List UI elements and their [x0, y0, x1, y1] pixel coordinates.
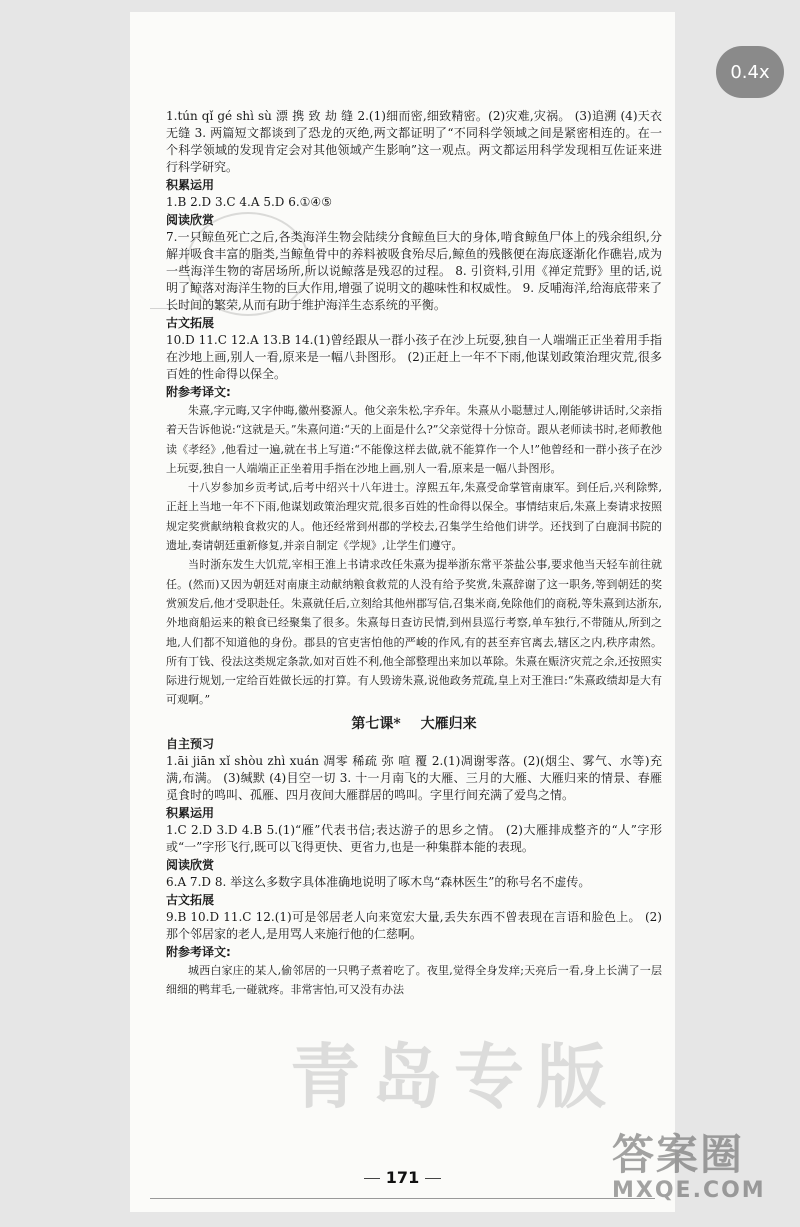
section-heading: 古文拓展: [166, 892, 215, 907]
zoom-indicator[interactable]: 0.4x: [716, 46, 784, 98]
answer-paragraph: 6.A 7.D 8. 举这么多数字具体准确地说明了啄木鸟“森林医生”的称号名不虚传。: [166, 874, 591, 889]
section-heading: 阅读欣赏: [166, 213, 215, 227]
answer-paragraph: 7.一只鲸鱼死亡之后,各类海洋生物会陆续分食鲸鱼巨大的身体,啃食鲸鱼尸体上的残余组织,分解并吸食丰富的脂类,当鲸鱼骨中的养料被吸食殆尽后,鲸鱼的残骸便在海底逐渐化作礁岩,成为一些海洋生物的寄居场所,所以说鲸落是残忍的过程。 8. 引资料,引用《禅定荒野》里的话,说明了鲸落对海洋生物的巨大作用,增强了说明文的趣味性和权威性。 9. 反哺海洋,给海底带来了长时间的繁荣,从而有助于维护海洋生态系统的平衡。: [166, 230, 662, 312]
page-content: [166, 108, 662, 999]
page-number: [130, 1168, 675, 1187]
lesson-number: 第七课*: [351, 715, 401, 732]
center-watermark: 青岛专版: [290, 1035, 618, 1118]
section-heading: 自主预习: [166, 736, 215, 751]
page-number-dash-left: [364, 1178, 380, 1179]
translation-paragraph: 城西白家庄的某人,偷邻居的一只鸭子煮着吃了。夜里,觉得全身发痒;天亮后一看,身上长满了一层细细的鸭茸毛,一碰就疼。非常害怕,可又没有办法: [166, 963, 662, 997]
answer-paragraph: 1.āi jiān xǐ shòu zhì xuán 凋零 稀疏 弥 喧 覆 2.(1)凋谢零落。(2)(烟尘、雾气、水等)充满,布满。 (3)缄默 (4)目空一切 3. 十一月南飞的大雁、三月的大雁、大雁归来的情景、春雁觅食时的鸣叫、孤雁、四月夜间大雁群居的鸣叫。字里行间充满了爱鸟之情。: [166, 753, 662, 802]
corner-watermark-line1: 答案圈: [612, 1130, 745, 1179]
answer-paragraph: 9.B 10.D 11.C 12.(1)可是邻居老人向来宽宏大量,丢失东西不曾表现在言语和脸色上。 (2)那个邻居家的老人,是用骂人来施行他的仁慈啊。: [166, 909, 662, 941]
document-page: [130, 12, 675, 1212]
corner-watermark-line2: MXQE.COM: [612, 1178, 766, 1203]
translation-paragraph: 朱熹,字元晦,又字仲晦,徽州婺源人。他父亲朱松,字乔年。朱熹从小聪慧过人,刚能够讲话时,父亲指着天告诉他说:“这就是天。”朱熹问道:“天的上面是什么?”父亲觉得十分惊奇。跟从老师读书时,老师教他读《孝经》,他看过一遍,就在书上写道:“不能像这样去做,就不能算作一个人!”他曾经和一群小孩子在沙上玩耍,独自一人端端正正坐着用手指在沙地上画,别人一看,原来是一幅八卦图形。: [166, 404, 662, 475]
answer-paragraph: 1.C 2.D 3.D 4.B 5.(1)“雁”代表书信;表达游子的思乡之情。 (2)大雁排成整齐的“人”字形或“一”字形飞行,既可以飞得更快、更省力,也是一种集群本能的表现。: [166, 822, 662, 854]
section-heading: 古文拓展: [166, 316, 215, 330]
section-heading: 阅读欣赏: [166, 857, 215, 872]
answer-paragraph: 1.tún qǐ gé shì sù 漂 携 致 劫 缝 2.(1)细而密,细致精密。(2)灾难,灾祸。 (3)追溯 (4)天衣无缝 3. 两篇短文都谈到了恐龙的灭绝,两文都证明了“不同科学领域之间是紧密相连的。在一个科学领域的发现肯定会对其他领域产生影响”这一观点。两文都运用科学发现相互佐证来进行科学研究。: [166, 109, 662, 174]
corner-watermark: [612, 1132, 792, 1222]
section-heading: 积累运用: [166, 805, 215, 820]
page-number-dash-right: [425, 1178, 441, 1179]
translation-paragraph: 当时浙东发生大饥荒,宰相王淮上书请求改任朱熹为提举浙东常平茶盐公事,要求他当天轻车前往就任。(然而)又因为朝廷对南康主动献纳粮食救荒的人没有给予奖赏,朱熹辞谢了这一职务,等到朝廷的奖赏颁发后,他才受职赴任。朱熹就任后,立刻给其他州郡写信,召集米商,免除他们的商税,等朱熹到达浙东,外地商船运来的粮食已经聚集了很多。朱熹每日查访民情,到州县巡行考察,单车独行,不带随从,所到之地,人们都不知道他的身份。郡县的官吏害怕他的严峻的作风,有的甚至弃官离去,辖区之内,秩序肃然。所有丁钱、役法这类规定条款,如对百姓不利,他全部整理出来加以革除。朱熹在赈济灾荒之余,还按照实际进行规划,一定给百姓做长远的打算。有人毁谤朱熹,说他政务荒疏,皇上对王淮曰:“朱熹政绩却是大有可观啊。”: [166, 558, 662, 707]
bottom-rule: [150, 1198, 655, 1199]
answer-paragraph: 1.B 2.D 3.C 4.A 5.D 6.①④⑤: [166, 195, 332, 209]
lesson-heading: [166, 713, 662, 735]
answer-paragraph: 10.D 11.C 12.A 13.B 14.(1)曾经跟从一群小孩子在沙上玩耍,独自一人端端正正坐着用手指在沙地上画,别人一看,原来是一幅八卦图形。 (2)正赶上一年不下雨,他谋划政策治理灾荒,很多百姓的性命得以保全。: [166, 333, 662, 381]
section-heading: 附参考译文:: [166, 385, 231, 399]
section-heading: 积累运用: [166, 178, 215, 192]
lesson-title: 大雁归来: [420, 715, 477, 732]
translation-paragraph: 十八岁参加乡贡考试,后考中绍兴十八年进士。淳熙五年,朱熹受命掌管南康军。到任后,兴利除弊,正赶上当地一年不下雨,他谋划政策治理灾荒,很多百姓的性命得以保全。事情结束后,朱熹上奏请求按照规定奖赏献纳粮食救灾的人。他还经常到州郡的学校去,召集学生给他们讲学。还找到了白鹿洞书院的遗址,奏请朝廷重新修复,并亲自制定《学规》,让学生们遵守。: [166, 481, 662, 553]
section-heading: 附参考译文:: [166, 944, 231, 959]
page-number-text: 171: [385, 1168, 420, 1187]
